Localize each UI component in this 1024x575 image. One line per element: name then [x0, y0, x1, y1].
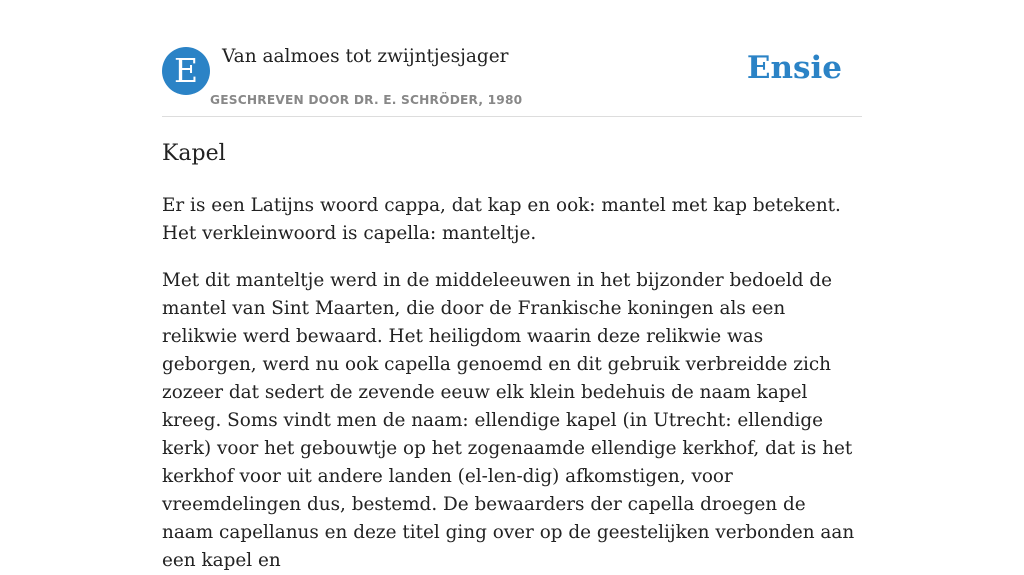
author-byline: GESCHREVEN DOOR DR. E. SCHRÖDER, 1980 — [210, 93, 523, 107]
ensie-logo-icon[interactable]: E — [162, 47, 210, 95]
article — [162, 138, 862, 575]
article-paragraph: Met dit manteltje werd in de middeleeuwen in het bijzonder bedoeld de mantel van Sint Maarten, die door de Frankische koningen als een relikwie werd bewaard. Het heiligdom waarin deze relikwie was geborgen, werd nu ook capella genoemd en dit gebruik verbreidde zich zozeer dat sedert de zevende eeuw elk klein bedehuis de naam kapel kreeg. Soms vindt men de naam: ellendige kapel (in Utrecht: ellendige kerk) voor het gebouwtje op het zogenaamde ellendige kerkhof, dat is het kerkhof voor uit andere landen (el-len-dig) afkomstigen, voor vreemdelingen dus, bestemd. De bewaarders der capella droegen de naam capellanus en deze titel ging over op de geestelijken verbonden aan een kapel en — [162, 270, 855, 571]
header — [162, 46, 862, 117]
article-paragraph: Er is een Latijns woord cappa, dat kap en ook: mantel met kap betekent. Het verkleinwoord is capella: manteltje. — [162, 195, 841, 244]
article-title: Kapel — [162, 141, 226, 166]
book-title[interactable]: Van aalmoes tot zwijntjesjager — [222, 46, 509, 67]
brand-logo[interactable]: Ensie — [746, 50, 842, 86]
